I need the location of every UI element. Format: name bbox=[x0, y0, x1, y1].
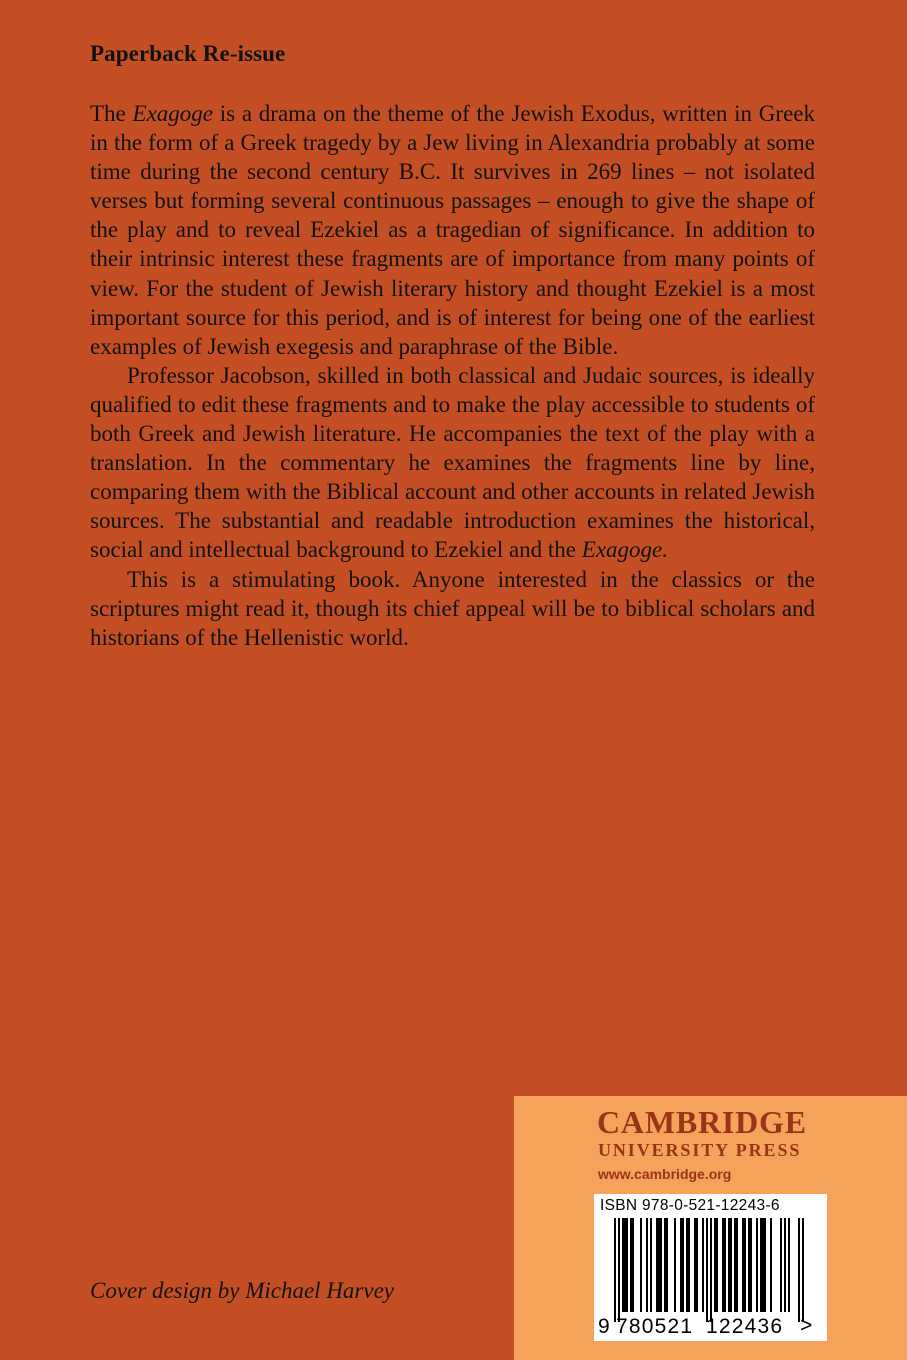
barcode-bar bbox=[750, 1218, 752, 1312]
barcode-bar bbox=[614, 1218, 616, 1322]
blurb-p1-text-b: is a drama on the theme of the Jewish Exodus, written in Greek in the form of a Greek tragedy by a Jew living in Alexandria probably at some time during the second century B.C. It survives in 269 lines – not isolated verses but forming several continuous passages – enough to give the shape of the play and to reveal Ezekiel as a tragedian of significance. In addition to their intrinsic interest these fragments are of importance from many points of view. For the student of Jewish literary history and thought Ezekiel is a most important source for this period, and is of interest for being one of the earliest examples of Jewish exegesis and paraphrase of the Bible. bbox=[90, 101, 815, 359]
blurb-p2-text-a: Professor Jacobson, skilled in both classical and Judaic sources, is ideally qualified to edit these fragments and to make the play accessible to students of both Greek and Jewish literature. He accompanies the text of the play with a translation. In the commentary he examines the fragments line by line, comparing them with the Biblical account and other accounts in related Jewish sources. The substantial and readable introduction examines the historical, social and intellectual background to Ezekiel and the bbox=[90, 362, 815, 563]
section-heading: Paperback Re-issue bbox=[90, 41, 286, 66]
publisher-url: www.cambridge.org bbox=[598, 1166, 732, 1182]
barcode-bar bbox=[760, 1218, 762, 1312]
publisher-subname: UNIVERSITY PRESS bbox=[598, 1140, 802, 1160]
barcode-bar bbox=[802, 1218, 804, 1322]
barcode-bar bbox=[798, 1218, 800, 1322]
barcode-bar bbox=[688, 1218, 690, 1312]
barcode-bar bbox=[646, 1218, 648, 1312]
barcode-bar bbox=[724, 1218, 726, 1312]
barcode-bar bbox=[764, 1218, 766, 1312]
cover-design-credit: Cover design by Michael Harvey bbox=[90, 1278, 395, 1303]
blurb-text bbox=[90, 99, 815, 652]
barcode-bar bbox=[714, 1218, 716, 1312]
blurb-p1-text-a: The bbox=[90, 101, 133, 126]
barcode-bar bbox=[788, 1218, 790, 1312]
barcode-bar bbox=[682, 1218, 684, 1312]
barcode-bar bbox=[618, 1218, 620, 1322]
barcode-bar bbox=[780, 1218, 782, 1312]
book-title-emphasis: Exagoge bbox=[132, 101, 213, 126]
blurb-paragraph-3: This is a stimulating book. Anyone interested in the classics or the scriptures might read it, though its chief appeal will be to biblical scholars and historians of the Hellenistic world. bbox=[90, 566, 815, 650]
barcode-bar bbox=[650, 1218, 652, 1312]
blurb-paragraph-2 bbox=[90, 361, 815, 565]
barcode-bar bbox=[658, 1218, 660, 1312]
barcode-bar bbox=[622, 1218, 624, 1312]
barcode-bar bbox=[770, 1218, 772, 1312]
barcode-bar bbox=[632, 1218, 634, 1312]
barcode-lead-digit: 9 bbox=[598, 1315, 610, 1338]
barcode-bar bbox=[674, 1218, 676, 1312]
barcode-bar bbox=[716, 1218, 718, 1312]
barcode-bar bbox=[656, 1218, 658, 1312]
barcode-bar bbox=[748, 1218, 750, 1312]
barcode-bar bbox=[728, 1218, 730, 1312]
barcode-bar bbox=[626, 1218, 628, 1312]
barcode-bar bbox=[630, 1218, 632, 1312]
barcode-bar bbox=[694, 1218, 696, 1312]
barcode-bar bbox=[696, 1218, 698, 1312]
barcode-digits-left: 780521 bbox=[616, 1315, 694, 1338]
barcode-bar bbox=[742, 1218, 744, 1312]
isbn-barcode bbox=[594, 1194, 827, 1341]
blurb-paragraph-1 bbox=[90, 99, 815, 361]
barcode-bar bbox=[666, 1218, 668, 1312]
book-title-emphasis-2: Exagoge. bbox=[581, 537, 668, 563]
barcode-bar bbox=[722, 1218, 724, 1312]
barcode-bar bbox=[702, 1218, 704, 1312]
barcode-bar bbox=[730, 1218, 732, 1312]
barcode-bar bbox=[660, 1218, 662, 1312]
barcode-bar bbox=[710, 1218, 712, 1322]
barcode-bar bbox=[686, 1218, 688, 1312]
publisher-name: CAMBRIDGE bbox=[597, 1104, 807, 1140]
barcode-bar bbox=[784, 1218, 786, 1312]
barcode-quiet-zone-arrow: > bbox=[800, 1314, 813, 1337]
barcode-bar bbox=[706, 1218, 708, 1322]
publisher-panel bbox=[514, 1096, 907, 1360]
barcode-bar bbox=[762, 1218, 764, 1312]
barcode-bar bbox=[744, 1218, 746, 1312]
isbn-label: ISBN 978-0-521-12243-6 bbox=[600, 1197, 780, 1214]
barcode-bar bbox=[680, 1218, 682, 1312]
barcode-bar bbox=[624, 1218, 626, 1312]
barcode-bar bbox=[756, 1218, 758, 1312]
barcode-bar bbox=[736, 1218, 738, 1312]
barcode-digits-right: 122436 bbox=[706, 1315, 784, 1338]
barcode-bar bbox=[640, 1218, 642, 1312]
barcode-bar bbox=[664, 1218, 666, 1312]
barcode-bar bbox=[734, 1218, 736, 1312]
